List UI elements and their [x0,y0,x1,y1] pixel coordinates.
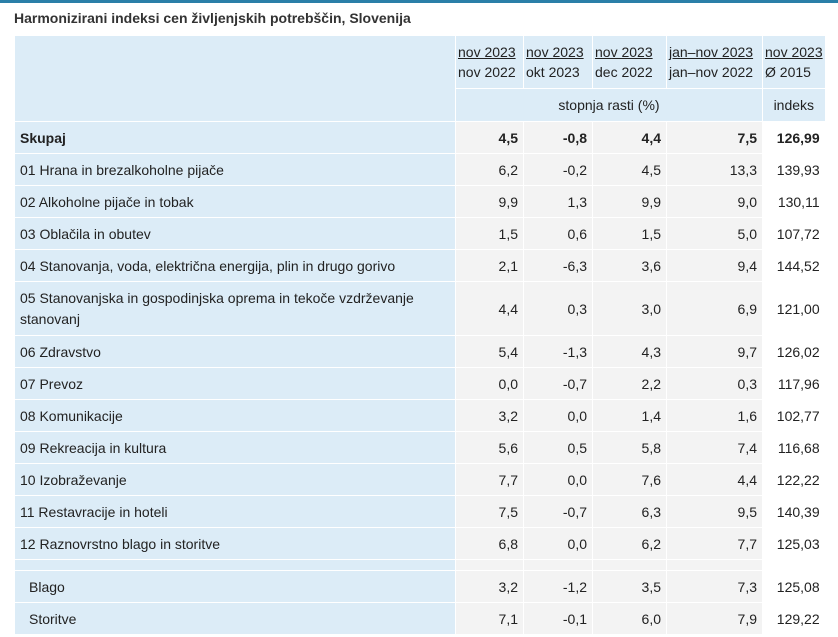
cell-value: 5,4 [456,336,524,368]
cell-value: -1,2 [524,571,593,603]
column-header-line2: okt 2023 [526,64,580,80]
table-row [15,154,826,186]
cell-value: -0,1 [524,603,593,635]
cell-value: 122,22 [763,464,826,496]
cell-value: -6,3 [524,250,593,282]
cell-value: -0,7 [524,496,593,528]
table-row [15,368,826,400]
cell-value: 117,96 [763,368,826,400]
column-header-line1: jan–nov 2023 [669,44,754,60]
cell-value: 125,08 [763,571,826,603]
cell-value: 3,6 [593,250,667,282]
cell-value: 7,7 [456,464,524,496]
cell-value: 0,3 [524,282,593,336]
cell-value: 7,7 [667,528,763,560]
column-header-line2: nov 2022 [458,64,516,80]
cell-value: 126,99 [763,122,826,154]
table-row [15,603,826,635]
cell-value: 3,0 [593,282,667,336]
cell-value: 1,5 [593,218,667,250]
column-header-line2: dec 2022 [595,64,653,80]
row-label: 12 Raznovrstno blago in storitve [15,528,456,560]
spacer-cell [15,560,456,571]
column-header-line1: nov 2023 [765,44,823,60]
cell-value: 0,3 [667,368,763,400]
cell-value: 5,6 [456,432,524,464]
cell-value: 4,4 [593,122,667,154]
column-header-4[interactable] [667,36,763,89]
cell-value: 4,4 [456,282,524,336]
table-row [15,464,826,496]
table-row [15,571,826,603]
row-label: 04 Stanovanja, voda, električna energija, plin in drugo gorivo [15,250,456,282]
cell-value: 129,22 [763,603,826,635]
row-label: 03 Oblačila in obutev [15,218,456,250]
cell-value: 6,3 [593,496,667,528]
table-row [15,400,826,432]
hicp-table [14,35,826,635]
cell-value: 4,5 [593,154,667,186]
cell-value: 9,9 [456,186,524,218]
cell-value: 7,4 [667,432,763,464]
cell-value: 6,2 [593,528,667,560]
cell-value: 0,5 [524,432,593,464]
cell-value: 3,5 [593,571,667,603]
cell-value: -0,8 [524,122,593,154]
cell-value: 144,52 [763,250,826,282]
column-header-line2: jan–nov 2022 [669,64,754,80]
column-header-2[interactable] [524,36,593,89]
spacer-row [15,560,826,571]
cell-value: 7,3 [667,571,763,603]
spacer-cell [456,560,524,571]
cell-value: 107,72 [763,218,826,250]
cell-value: 0,0 [524,400,593,432]
row-label: 11 Restavracije in hoteli [15,496,456,528]
cell-value: 1,3 [524,186,593,218]
cell-value: 9,7 [667,336,763,368]
cell-value: 9,5 [667,496,763,528]
cell-value: -0,7 [524,368,593,400]
cell-value: 7,6 [593,464,667,496]
row-label: 07 Prevoz [15,368,456,400]
table-row [15,496,826,528]
cell-value: 9,0 [667,186,763,218]
column-header-5[interactable] [763,36,826,89]
cell-value: 1,5 [456,218,524,250]
cell-value: 4,4 [667,464,763,496]
column-header-line1: nov 2023 [595,44,653,60]
cell-value: 3,2 [456,571,524,603]
cell-value: 4,5 [456,122,524,154]
cell-value: 5,8 [593,432,667,464]
cell-value: 9,4 [667,250,763,282]
cell-value: 6,9 [667,282,763,336]
cell-value: -0,2 [524,154,593,186]
table-row [15,282,826,336]
row-label: Skupaj [15,122,456,154]
cell-value: 126,02 [763,336,826,368]
cell-value: 139,93 [763,154,826,186]
cell-value: 125,03 [763,528,826,560]
cell-value: 9,9 [593,186,667,218]
cell-value: 7,1 [456,603,524,635]
cell-value: 130,11 [763,186,826,218]
cell-value: 0,0 [456,368,524,400]
table-title: Harmonizirani indeksi cen življenjskih potrebščin, Slovenija [14,10,411,26]
table-row [15,250,826,282]
cell-value: 2,1 [456,250,524,282]
column-header-line1: nov 2023 [526,44,584,60]
cell-value: 6,2 [456,154,524,186]
spacer-cell [763,560,826,571]
cell-value: 0,0 [524,528,593,560]
cell-value: 102,77 [763,400,826,432]
row-label: 06 Zdravstvo [15,336,456,368]
row-label: 09 Rekreacija in kultura [15,432,456,464]
cell-value: -1,3 [524,336,593,368]
cell-value: 6,8 [456,528,524,560]
cell-value: 140,39 [763,496,826,528]
cell-value: 116,68 [763,432,826,464]
row-label: Blago [15,571,456,603]
row-label: Storitve [15,603,456,635]
column-header-1[interactable] [456,36,524,89]
cell-value: 0,0 [524,464,593,496]
row-label: 05 Stanovanjska in gospodinjska oprema in tekoče vzdrževanje stanovanj [15,282,456,336]
column-header-line1: nov 2023 [458,44,516,60]
cell-value: 7,5 [667,122,763,154]
cell-value: 13,3 [667,154,763,186]
unit-index-label: indeks [763,89,826,122]
cell-value: 7,9 [667,603,763,635]
row-label: 10 Izobraževanje [15,464,456,496]
cell-value: 5,0 [667,218,763,250]
table-row [15,528,826,560]
table-row [15,218,826,250]
cell-value: 7,5 [456,496,524,528]
row-label: 01 Hrana in brezalkoholne pijače [15,154,456,186]
spacer-cell [667,560,763,571]
cell-value: 1,4 [593,400,667,432]
spacer-cell [524,560,593,571]
unit-rate-label: stopnja rasti (%) [456,89,763,122]
table-row-total [15,122,826,154]
header-empty-cell [15,36,456,122]
table-row [15,186,826,218]
table-row [15,432,826,464]
column-header-3[interactable] [593,36,667,89]
cell-value: 121,00 [763,282,826,336]
cell-value: 2,2 [593,368,667,400]
column-header-line2: Ø 2015 [765,64,811,80]
row-label: 02 Alkoholne pijače in tobak [15,186,456,218]
cell-value: 0,6 [524,218,593,250]
row-label: 08 Komunikacije [15,400,456,432]
cell-value: 6,0 [593,603,667,635]
spacer-cell [593,560,667,571]
cell-value: 3,2 [456,400,524,432]
table-row [15,336,826,368]
cell-value: 4,3 [593,336,667,368]
cell-value: 1,6 [667,400,763,432]
